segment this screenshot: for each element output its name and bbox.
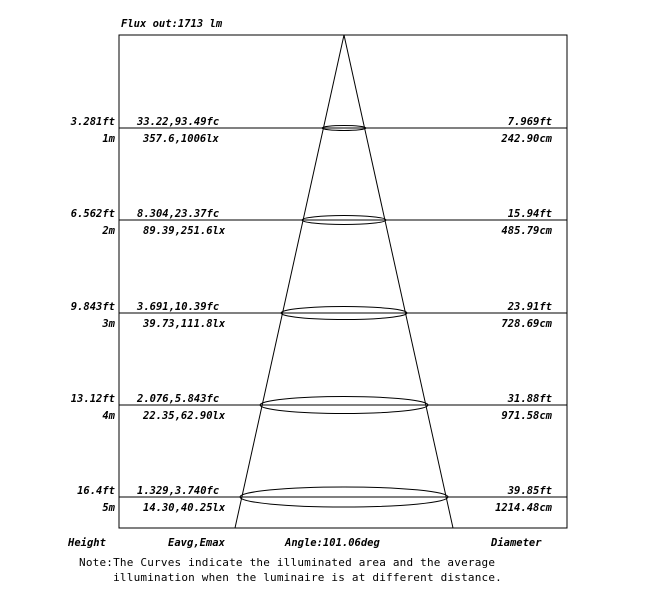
height-m-label: 1m (102, 133, 115, 145)
illuminance-fc-label: 2.076,5.843fc (137, 393, 220, 405)
illuminance-fc-label: 3.691,10.39fc (137, 301, 220, 313)
diameter-ft-label: 23.91ft (507, 301, 552, 313)
illuminance-lx-label: 14.30,40.25lx (143, 502, 226, 514)
illuminance-lx-label: 22.35,62.90lx (143, 410, 226, 422)
diameter-ft-label: 31.88ft (507, 393, 552, 405)
height-label: Height (68, 537, 106, 549)
flux-label: Flux out:1713 lm (121, 18, 223, 30)
diameter-ft-label: 15.94ft (507, 208, 552, 220)
height-ft-label: 13.12ft (70, 393, 115, 405)
diameter-cm-label: 971.58cm (501, 410, 552, 422)
angle-label: Angle:101.06deg (285, 537, 380, 549)
diameter-label: Diameter (491, 537, 542, 549)
cone-right-edge (344, 35, 453, 528)
height-ft-label: 16.4ft (77, 485, 115, 497)
height-ft-label: 9.843ft (70, 301, 115, 313)
height-m-label: 3m (102, 318, 115, 330)
diameter-ft-label: 7.969ft (507, 116, 552, 128)
note-line-1: Note:The Curves indicate the illuminated area and the average (79, 556, 496, 569)
cone-left-edge (235, 35, 344, 528)
note-line-2: illumination when the luminaire is at different distance. (79, 571, 502, 584)
diameter-cm-label: 728.69cm (501, 318, 552, 330)
illuminance-lx-label: 39.73,111.8lx (143, 318, 226, 330)
illuminance-fc-label: 33.22,93.49fc (137, 116, 220, 128)
height-m-label: 4m (102, 410, 115, 422)
diameter-cm-label: 1214.48cm (495, 502, 552, 514)
illuminance-lx-label: 357.6,1006lx (143, 133, 219, 145)
height-m-label: 5m (102, 502, 115, 514)
eavg-label: Eavg,Emax (168, 537, 225, 549)
illuminance-fc-label: 8.304,23.37fc (137, 208, 220, 220)
height-ft-label: 3.281ft (70, 116, 115, 128)
diameter-cm-label: 242.90cm (501, 133, 552, 145)
illuminance-fc-label: 1.329,3.740fc (137, 485, 220, 497)
diameter-cm-label: 485.79cm (501, 225, 552, 237)
diagram-frame (119, 35, 567, 528)
illuminance-lx-label: 89.39,251.6lx (143, 225, 226, 237)
height-m-label: 2m (102, 225, 115, 237)
diameter-ft-label: 39.85ft (507, 485, 552, 497)
height-ft-label: 6.562ft (70, 208, 115, 220)
